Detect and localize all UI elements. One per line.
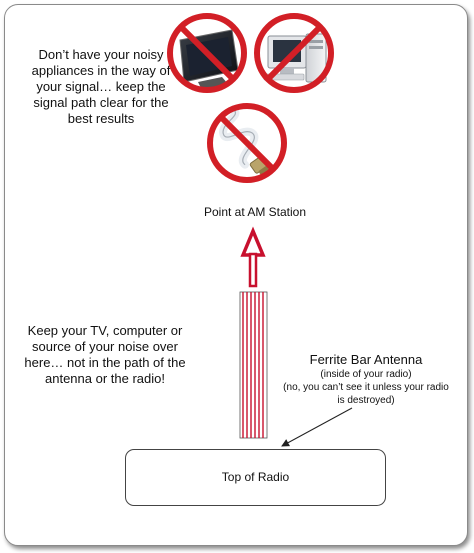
radio-label: Top of Radio [221, 470, 290, 484]
antenna-pointer-arrow [282, 408, 352, 446]
no-tv-sign [170, 16, 244, 90]
ferrite-bar-antenna [240, 292, 267, 438]
antenna-subtitle: (inside of your radio) (no, you can’t see it unless your radio is destroyed) [283, 369, 449, 406]
noise-tip-text: Don’t have your noisy appliances in the way of your signal… keep the signal path clear for the best results [31, 47, 171, 126]
antenna-title: Ferrite Bar Antenna [309, 352, 423, 367]
no-cfl-bulb-sign [210, 106, 284, 180]
keep-noise-away-text: Keep your TV, computer or source of your noise over here… not in the path of the antenna or the radio! [24, 323, 186, 386]
no-computer-sign [257, 16, 331, 90]
point-at-station-label: Point at AM Station [203, 205, 307, 219]
radio-top-box [125, 449, 386, 506]
direction-arrow [243, 231, 263, 286]
